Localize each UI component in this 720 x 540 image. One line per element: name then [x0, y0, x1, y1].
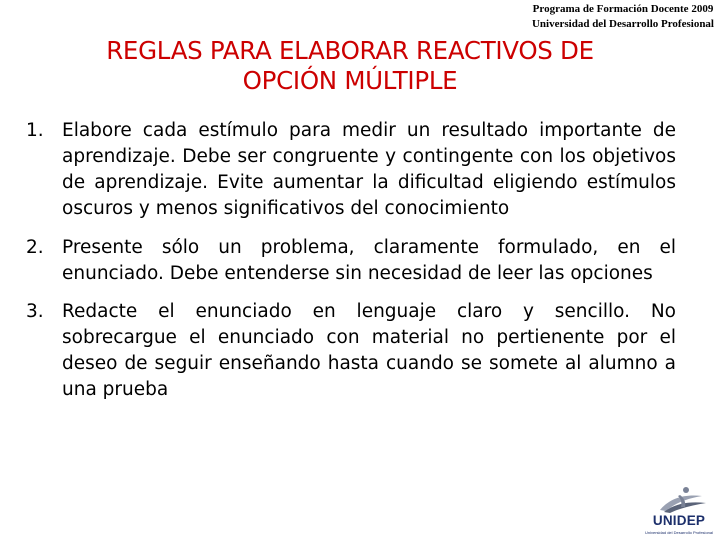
rule-number: 1. — [26, 120, 44, 141]
slide-title — [40, 36, 660, 96]
slide-title-line-2: OPCIÓN MÚLTIPLE — [242, 66, 458, 95]
rule-number: 3. — [26, 301, 44, 322]
rule-item-2 — [26, 235, 676, 287]
header-organization — [532, 2, 714, 32]
logo-tagline: Universidad del Desarrollo Profesional — [644, 530, 714, 535]
rule-text: Elabore cada estímulo para medir un resultado importante de aprendizaje. Debe ser congruente y contingente con los objetivos de aprendizaje. Evite aumentar la dificultad eligiendo estímulos oscuros y menos significativos del conocimiento — [62, 120, 676, 219]
header-program: Programa de Formación Docente 2009 — [532, 3, 714, 15]
rule-item-3 — [26, 299, 676, 403]
slide-title-line-1: REGLAS PARA ELABORAR REACTIVOS DE — [106, 36, 594, 65]
unidep-logo-icon — [640, 486, 718, 514]
rule-item-1 — [26, 118, 676, 222]
rules-list — [26, 118, 676, 416]
header-university: Universidad del Desarrollo Profesional — [531, 18, 714, 30]
rule-text: Presente sólo un problema, claramente formulado, en el enunciado. Debe entenderse sin necesidad de leer las opciones — [62, 237, 676, 284]
logo-wordmark: UNIDEP — [652, 513, 706, 528]
rule-text: Redacte el enunciado en lenguaje claro y sencillo. No sobrecargue el enunciado con material no pertienente por el deseo de seguir enseñando hasta cuando se somete al alumno a una prueba — [62, 301, 676, 400]
rule-number: 2. — [26, 237, 44, 258]
unidep-logo — [640, 486, 718, 538]
